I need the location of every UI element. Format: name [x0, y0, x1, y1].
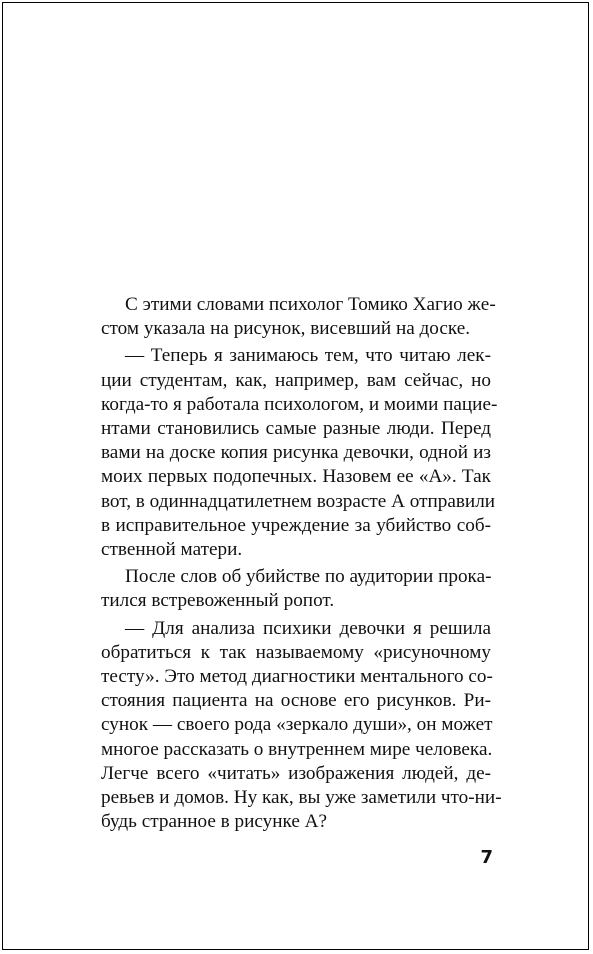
- text-line: вот, в одиннадцатилетнем возрасте А отправили: [101, 490, 496, 512]
- text-line: После слов об убийстве по аудитории прока-: [125, 566, 492, 588]
- body-text: [77, 293, 502, 834]
- paragraph-3: [77, 565, 491, 613]
- text-line: ревьев и домов. Ну как, вы уже заметили что-ни-: [101, 787, 502, 809]
- text-line: сунок — своего рода «зеркало души», он может: [101, 714, 493, 736]
- text-line: стом указала на рисунок, висевший на доске.: [101, 318, 471, 340]
- page-number: 7: [480, 847, 493, 868]
- paragraph-1: [77, 293, 496, 341]
- text-line: ственной матери.: [101, 539, 243, 561]
- text-line: моих первых подопечных. Назовем ее «А». Так: [101, 466, 491, 488]
- text-line: тился встревоженный ропот.: [101, 590, 335, 612]
- text-line: когда-то я работала психологом, и моими пацие-: [101, 393, 498, 415]
- book-page: [2, 2, 589, 950]
- text-line: стояния пациента на основе его рисунков. Ри-: [101, 690, 491, 712]
- text-line: С этими словами психолог Томико Хагио жe-: [125, 294, 496, 315]
- text-line: будь странное в рисунке А?: [101, 811, 328, 833]
- text-line: обратиться к так называемому «рисуночному: [101, 641, 491, 663]
- text-line: тесту». Это метод диагностики ментального со-: [101, 666, 493, 688]
- paragraph-2: [77, 344, 498, 562]
- text-line: ции студентам, как, например, вам сейчас, но: [101, 369, 491, 391]
- text-line: Легче всего «читать» изображения людей, де-: [101, 762, 491, 784]
- text-line: — Теперь я занимаюсь тем, что читаю лек-: [125, 345, 491, 367]
- paragraph-4: [77, 617, 502, 835]
- text-line: вами на доске копия рисунка девочки, одной из: [101, 442, 491, 464]
- text-line: — Для анализа психики девочки я решила: [125, 617, 491, 639]
- text-line: нтами становились самые разные люди. Перед: [101, 418, 491, 440]
- text-line: в исправительное учреждение за убийство соб-: [101, 514, 491, 536]
- text-line: многое рассказать о внутреннем мире человека.: [101, 738, 493, 760]
